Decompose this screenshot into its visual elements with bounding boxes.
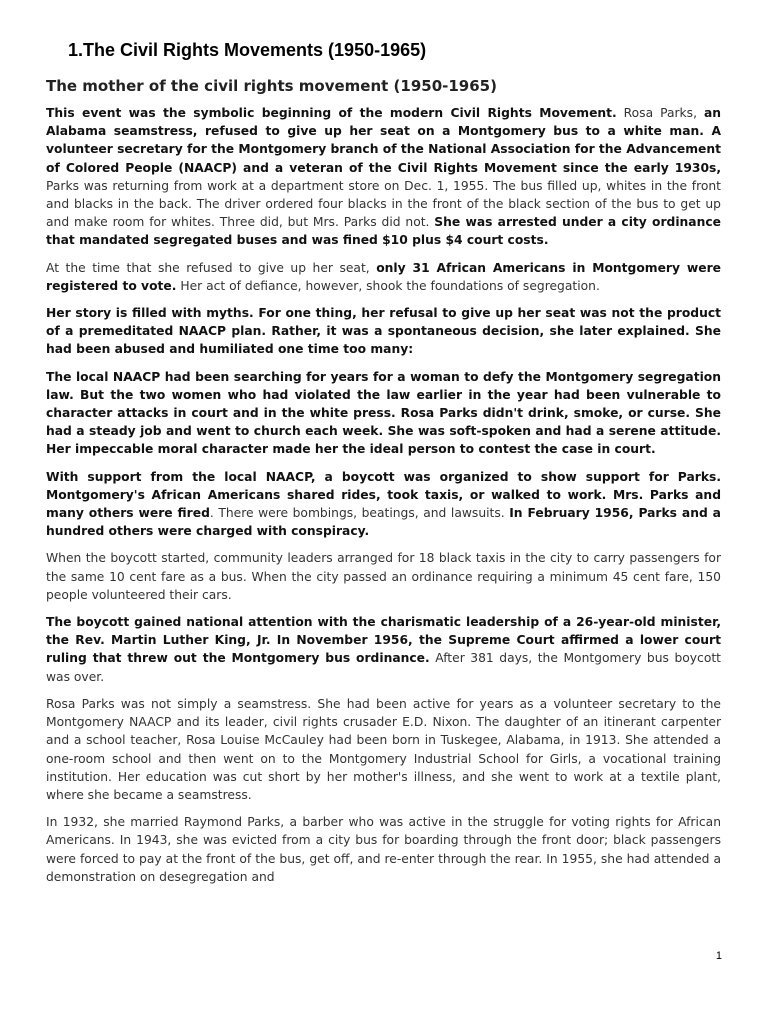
text-run: . There were bombings, beatings, and lawsuits. (209, 506, 510, 521)
document-title: 1.The Civil Rights Movements (1950-1965) (68, 40, 427, 60)
text-run: Rosa Parks, (616, 106, 704, 120)
paragraph (46, 813, 721, 886)
bold-text-run: In February 1956, Parks and a hundred others were charged with conspiracy. (46, 506, 721, 539)
paragraph (46, 304, 721, 359)
document-subtitle: The mother of the civil rights movement (1950-1965) (46, 77, 497, 95)
text-run: At the time that she refused to give up her seat, (46, 260, 377, 275)
paragraph (46, 613, 721, 686)
text-run: Rosa Parks was not simply a seamstress. She had been active for years as a volunteer secretary to the Montgomery NAACP and its leader, civil rights crusader E.D. Nixon. The daughter of an itinerant carpenter and a school teacher, Rosa Louise McCauley had been born in Tuskegee, Alabama, in 1913. She attended a one-room school and then went on to the Montgomery Industrial School for Girls, a vocational training institution. Her education was cut short by her mother's illness, and she went to work at a textile plant, where she became a seamstress. (46, 696, 721, 802)
bold-text-run: Her story is filled with myths. For one thing, her refusal to give up her seat was not the product of a premeditated NAACP plan. Rather, it was a spontaneous decision, she later explained. She had been abused and humiliated one time too many: (46, 306, 721, 357)
text-run: After 381 days, the Montgomery bus boycott was over. (46, 651, 721, 684)
paragraph (46, 259, 721, 295)
bold-text-run: an Alabama seamstress, refused to give up her seat on a Montgomery bus to a white man. A volunteer secretary for the Montgomery branch of the National Association for the Advancement of Colored People (NAACP) and a veteran of the Civil Rights Movement since the early 1930s, (46, 106, 721, 175)
bold-text-run: The boycott gained national attention with the charismatic leadership of a 26-year-old minister, the Rev. Martin Luther King, Jr. In November 1956, the Supreme Court affirmed a lower court ruling that threw out the Montgomery bus ordinance. (46, 615, 721, 666)
bold-text-run: With support from the local NAACP, a boycott was organized to show support for Parks. Montgomery's African Americans shared rides, took taxis, or walked to work. Mrs. Parks and many others were fired (46, 469, 721, 521)
text-run: When the boycott started, community leaders arranged for 18 black taxis in the city to carry passengers for the same 10 cent fare as a bus. When the city passed an ordinance requiring a minimum 45 cent fare, 150 people volunteered their cars. (46, 551, 721, 602)
paragraph (46, 468, 721, 541)
bold-text-run: This event was the symbolic beginning of the modern Civil Rights Movement. (46, 106, 617, 120)
bold-text-run: She was arrested under a city ordinance that mandated segregated buses and was fined $10 plus $4 court costs. (46, 215, 721, 248)
paragraph (46, 695, 721, 804)
text-run: In 1932, she married Raymond Parks, a barber who was active in the struggle for voting rights for African Americans. In 1943, she was evicted from a city bus for boarding through the front door; black passengers were forced to pay at the front of the bus, get off, and re-enter through the rear. In 1955, she had attended a demonstration on desegregation and (46, 815, 721, 884)
paragraph (46, 104, 721, 250)
bold-text-run: The local NAACP had been searching for years for a woman to defy the Montgomery segregation law. But the two women who had violated the law earlier in the year had been vulnerable to character attacks in court and in the white press. Rosa Parks didn't drink, smoke, or curse. She had a steady job and went to church each week. She was soft-spoken and had a serene attitude. Her impeccable moral character made her the ideal person to contest the case in court. (46, 369, 721, 457)
bold-text-run: only 31 African Americans in Montgomery were registered to vote. (46, 260, 721, 293)
text-run: Parks was returning from work at a department store on Dec. 1, 1955. The bus filled up, whites in the front and blacks in the back. The driver ordered four blacks in the front of the black section of the bus to get up and make room for whites. Three did, but Mrs. Parks did not. (46, 178, 721, 230)
document-body (46, 104, 721, 886)
paragraph (46, 549, 721, 604)
paragraph (46, 368, 721, 459)
page-number: 1 (715, 950, 722, 962)
text-run: Her act of defiance, however, shook the foundations of segregation. (176, 278, 600, 293)
document-page (46, 38, 721, 895)
